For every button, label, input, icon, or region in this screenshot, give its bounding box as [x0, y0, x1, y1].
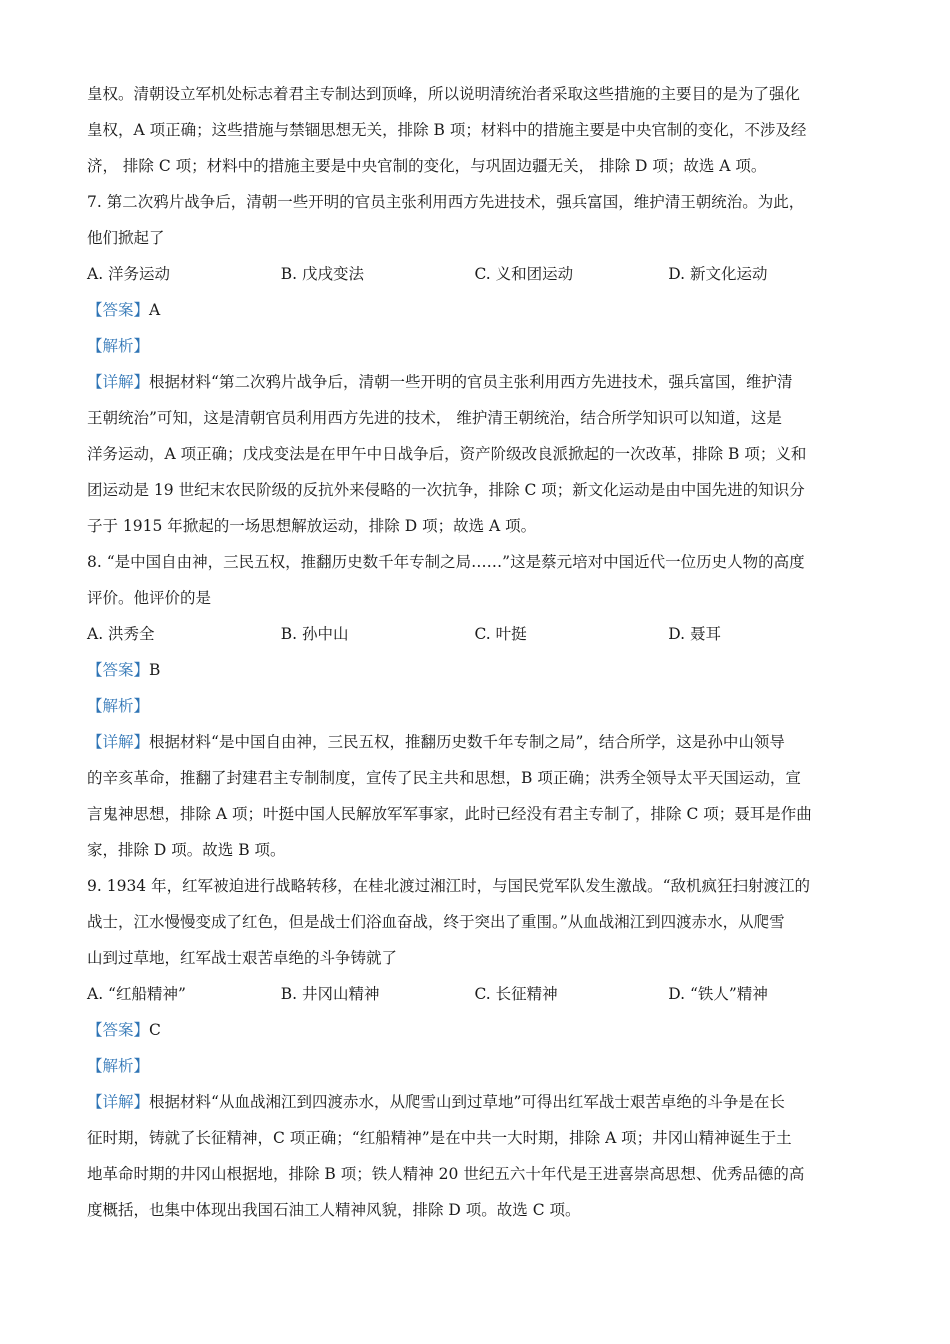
- question-stem: 9. 1934 年，红军被迫进行战略转移，在桂北渡过湘江时，与国民党军队发生激战。“敌机疯狂扫射渡江的: [87, 877, 811, 895]
- detail-text: 度概括，也集中体现出我国石油工人精神风貌，排除 D 项。故选 C 项。: [87, 1201, 581, 1219]
- question-8: [87, 544, 862, 868]
- option-d: D. 聂耳: [668, 625, 721, 643]
- analysis-line: [87, 688, 862, 724]
- detail-line: [87, 724, 862, 760]
- answer-line: [87, 292, 862, 328]
- question-stem: 他们掀起了: [87, 229, 165, 247]
- analysis-line: [87, 328, 862, 364]
- option-c: C. 叶挺: [474, 625, 527, 643]
- detail-text: 根据材料“从血战湘江到四渡赤水，从爬雪山到过草地”可得出红军战士艰苦卓绝的斗争是在长: [149, 1093, 785, 1111]
- option-a: A. 洪秀全: [87, 625, 155, 643]
- answer-value: A: [149, 301, 161, 319]
- option-d: D. “铁人”精神: [668, 985, 768, 1003]
- option-b: B. 孙中山: [280, 625, 349, 643]
- option-b: B. 戊戌变法: [280, 265, 364, 283]
- answer-tag: 【答案】: [87, 661, 150, 679]
- option-d: D. 新文化运动: [668, 265, 768, 283]
- option-a: A. 洋务运动: [87, 265, 171, 283]
- detail-tag: 【详解】: [87, 733, 150, 751]
- detail-line: [87, 1084, 862, 1120]
- analysis-tag: 【解析】: [87, 1057, 150, 1075]
- option-a: A. “红船精神”: [87, 985, 186, 1003]
- detail-text: 征时期，铸就了长征精神，C 项正确；“红船精神”是在中共一大时期，排除 A 项；井冈山精神诞生于土: [87, 1129, 792, 1147]
- option-c: C. 长征精神: [474, 985, 558, 1003]
- answer-tag: 【答案】: [87, 301, 150, 319]
- question-stem: 8. “是中国自由神，三民五权，推翻历史数千年专制之局……”这是蔡元培对中国近代一位历史人物的高度: [87, 553, 805, 571]
- detail-text: 根据材料“是中国自由神，三民五权，推翻历史数千年专制之局”，结合所学，这是孙中山领导: [149, 733, 785, 751]
- question-stem: 7. 第二次鸦片战争后，清朝一些开明的官员主张利用西方先进技术，强兵富国，维护清王朝统治。为此，: [87, 193, 805, 211]
- detail-tag: 【详解】: [87, 1093, 150, 1111]
- question-stem: 战士，江水慢慢变成了红色，但是战士们浴血奋战，终于突出了重围。”从血战湘江到四渡赤水，从爬雪: [87, 913, 785, 931]
- detail-line: [87, 364, 862, 400]
- options-row: [87, 976, 862, 1012]
- answer-value: C: [149, 1021, 161, 1039]
- detail-tag: 【详解】: [87, 373, 150, 391]
- detail-text: 子于 1915 年掀起的一场思想解放运动，排除 D 项；故选 A 项。: [87, 517, 537, 535]
- detail-text: 王朝统治”可知，这是清朝官员利用西方先进的技术， 维护清王朝统治，结合所学知识可以知道，这是: [87, 409, 782, 427]
- question-stem: 评价。他评价的是: [87, 589, 212, 607]
- detail-text: 言鬼神思想，排除 A 项；叶挺中国人民解放军军事家，此时已经没有君主专制了，排除 C 项；聂耳是作曲: [87, 805, 812, 823]
- answer-line: [87, 652, 862, 688]
- previous-detail: [87, 76, 862, 184]
- analysis-line: [87, 1048, 862, 1084]
- footer-mark: [188, 1300, 194, 1302]
- option-c: C. 义和团运动: [474, 265, 574, 283]
- question-stem: 山到过草地，红军战士艰苦卓绝的斗争铸就了: [87, 949, 398, 967]
- text-line: 济， 排除 C 项；材料中的措施主要是中央官制的变化，与巩固边疆无关， 排除 D 项；故选 A 项。: [87, 157, 767, 175]
- detail-text: 家，排除 D 项。故选 B 项。: [87, 841, 286, 859]
- option-b: B. 井冈山精神: [280, 985, 380, 1003]
- detail-text: 根据材料“第二次鸦片战争后，清朝一些开明的官员主张利用西方先进技术，强兵富国，维护清: [149, 373, 793, 391]
- answer-line: [87, 1012, 862, 1048]
- detail-text: 洋务运动，A 项正确；戊戌变法是在甲午中日战争后，资产阶级改良派掀起的一次改革，排除 B 项；义和: [87, 445, 807, 463]
- question-9: [87, 868, 862, 1228]
- detail-text: 的辛亥革命，推翻了封建君主专制制度，宣传了民主共和思想，B 项正确；洪秀全领导太平天国运动，宣: [87, 769, 801, 787]
- answer-value: B: [149, 661, 161, 679]
- detail-text: 团运动是 19 世纪末农民阶级的反抗外来侵略的一次抗争，排除 C 项；新文化运动是由中国先进的知识分: [87, 481, 805, 499]
- answer-tag: 【答案】: [87, 1021, 150, 1039]
- question-7: [87, 184, 862, 544]
- analysis-tag: 【解析】: [87, 697, 150, 715]
- options-row: [87, 256, 862, 292]
- analysis-tag: 【解析】: [87, 337, 150, 355]
- text-line: 皇权。清朝设立军机处标志着君主专制达到顶峰，所以说明清统治者采取这些措施的主要目的是为了强化: [87, 85, 801, 103]
- page-content: [87, 76, 862, 1228]
- options-row: [87, 616, 862, 652]
- text-line: 皇权，A 项正确；这些措施与禁锢思想无关，排除 B 项；材料中的措施主要是中央官制的变化，不涉及经: [87, 121, 807, 139]
- detail-text: 地革命时期的井冈山根据地，排除 B 项；铁人精神 20 世纪五六十年代是王进喜崇高思想、优秀品德的高: [87, 1165, 805, 1183]
